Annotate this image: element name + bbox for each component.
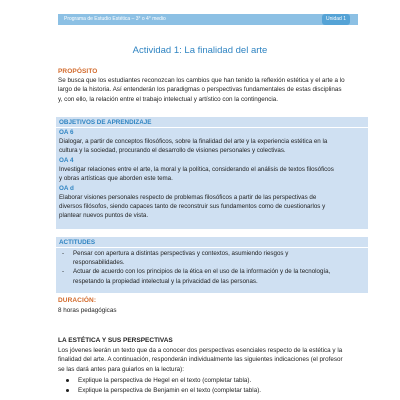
attitude-line: Pensar con apertura a distintas perspectivas y contextos, asumiendo riesgos y <box>73 250 289 257</box>
section-line: finalidad del arte. A continuación, responderán individualmente las siguientes indicaciones (el profesor <box>58 356 343 364</box>
oa-text <box>59 165 365 183</box>
section-heading: LA ESTÉTICA Y SUS PERSPECTIVAS <box>58 337 173 344</box>
oa-line: cultura y la sociedad, procurando el desarrollo de visiones personales y colectivas. <box>59 147 286 155</box>
instruction-text: Explique la perspectiva de Hegel en el texto (completar tabla). <box>78 377 252 384</box>
oa-line: plantear nuevos puntos de vista. <box>59 212 149 220</box>
objectives-label: OBJETIVOS DE APRENDIZAJE <box>59 119 152 126</box>
purpose-line: Se busca que los estudiantes reconozcan los cambios que han tenido la reflexión estética y el arte a lo <box>58 77 345 84</box>
objectives-divider <box>56 127 368 128</box>
bullet-dot <box>66 389 69 392</box>
oa-code: OA d <box>59 185 74 192</box>
oa-line: Dialogar, a partir de conceptos filosóficos, sobre la finalidad del arte y la experiencia estética en la <box>59 138 328 145</box>
oa-line: diversos filósofos, siendo capaces tanto de reconstruir sus fundamentos como de cuestionarlos y <box>59 203 326 211</box>
attitude-line: respetando la propiedad intelectual y la privacidad de las personas. <box>73 277 258 285</box>
oa-text <box>59 193 365 221</box>
oa-line: y obras artísticas que aborden este tema. <box>59 175 173 183</box>
attitude-line: Actuar de acuerdo con los principios de la ética en el uso de la información y de la tecnología, <box>73 268 331 276</box>
attitudes-box <box>56 237 368 293</box>
attitude-item <box>59 267 365 285</box>
purpose-label: PROPÓSITO <box>58 68 98 75</box>
instruction-text: Explique la perspectiva de Benjamin en el texto (completar tabla). <box>78 386 262 394</box>
dash-bullet: - <box>62 250 65 257</box>
duration-label: DURACIÓN: <box>58 297 97 304</box>
purpose-line: largo de la historia. Así entenderán los paradigmas o perspectivas fundamentales de estas disciplinas <box>58 86 342 94</box>
attitude-line: responsabilidades. <box>73 259 125 267</box>
list-item <box>58 386 366 396</box>
attitudes-label: ACTITUDES <box>59 239 96 246</box>
oa-text <box>59 137 365 155</box>
list-item <box>58 376 366 386</box>
activity-title: Actividad 1: La finalidad del arte <box>132 45 268 56</box>
unit-badge: Unidad 1 <box>322 14 350 25</box>
instructions-list <box>58 376 366 395</box>
dash-bullet: - <box>62 268 65 276</box>
section-line: se las dará antes para guiarlos en la lectura): <box>58 365 185 373</box>
attitudes-divider <box>56 247 368 248</box>
purpose-line: y, con ello, la relación entre el trabajo intelectual y artístico con la contingencia. <box>58 95 279 103</box>
duration-value: 8 horas pedagógicas <box>58 307 117 314</box>
oa-line: Elaborar visiones personales respecto de problemas filosóficos a partir de las perspectivas de <box>59 194 317 201</box>
objectives-box <box>56 117 368 229</box>
program-title: Programa de Estudio Estética – 3° o 4° medio <box>64 16 166 22</box>
attitudes-list <box>59 249 365 286</box>
section-line: Los jóvenes leerán un texto que da a conocer dos perspectivas esenciales respecto de la estética y la <box>58 347 343 354</box>
bullet-dot <box>66 379 69 382</box>
purpose-text <box>58 76 366 104</box>
page-header <box>0 0 400 34</box>
section-text <box>58 346 366 374</box>
oa-code: OA 6 <box>59 129 74 136</box>
oa-code: OA 4 <box>59 157 74 164</box>
oa-line: Investigar relaciones entre el arte, la moral y la política, considerando el análisis de textos filosóficos <box>59 166 334 173</box>
attitude-item <box>59 249 365 267</box>
